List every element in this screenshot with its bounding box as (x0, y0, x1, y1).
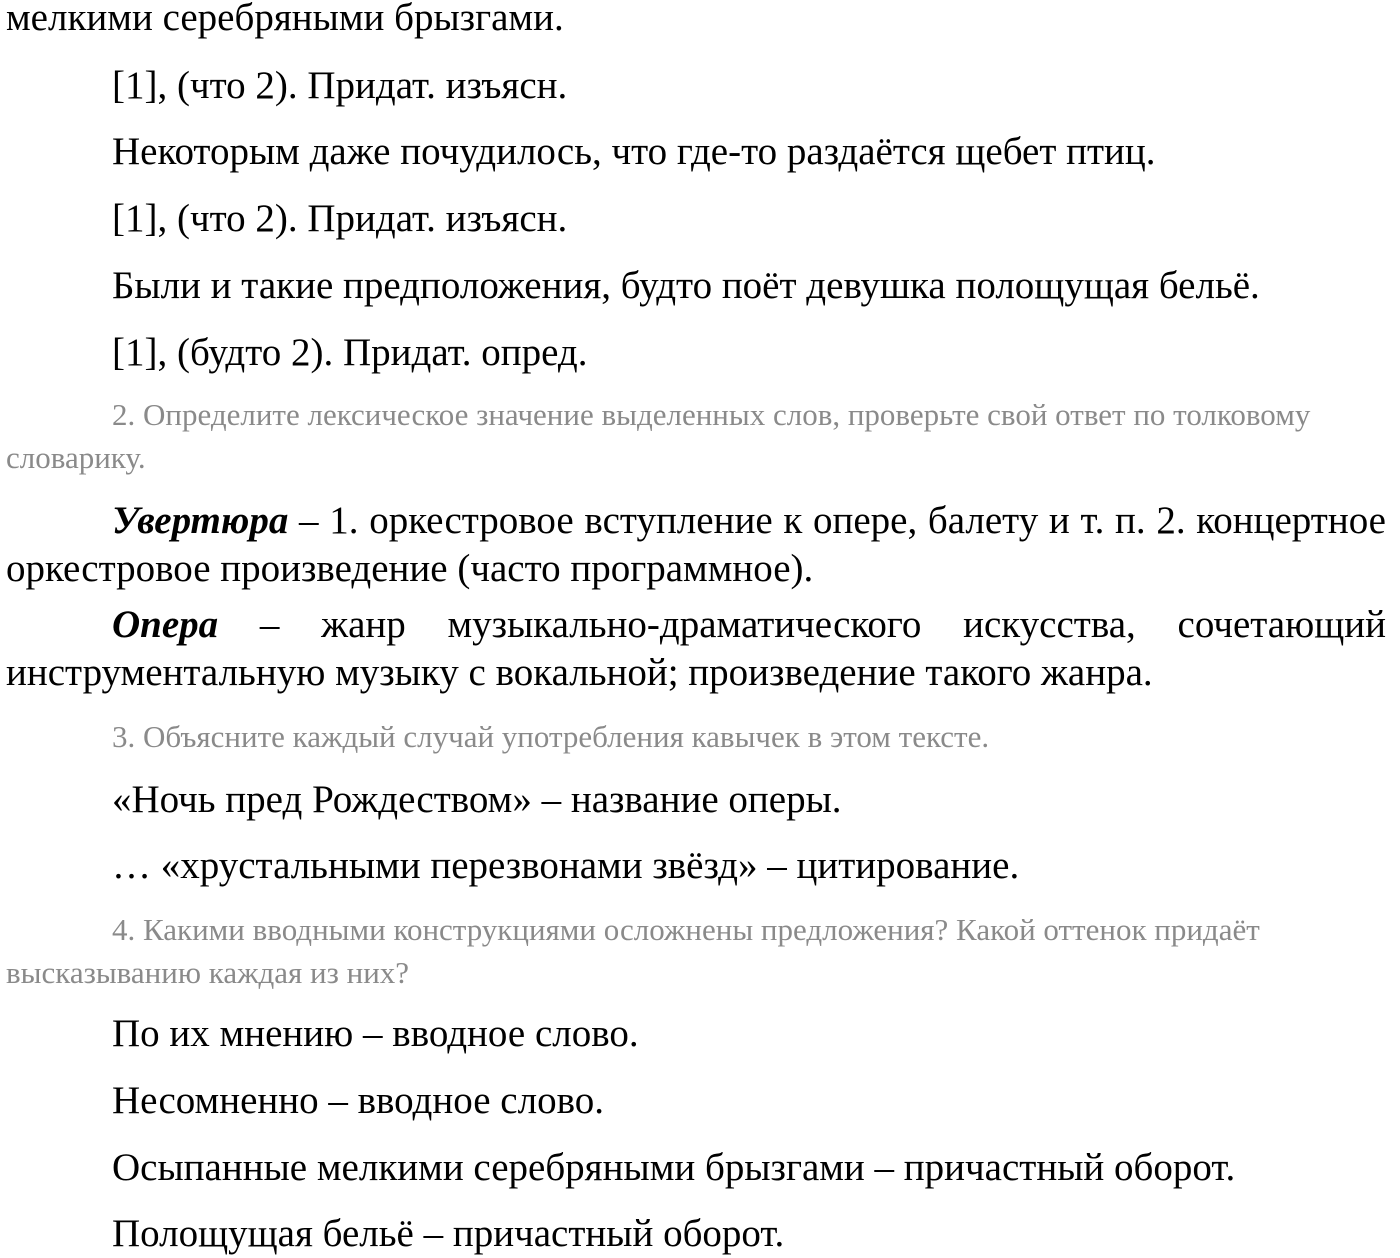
question-4: 4. Какими вводными конструкциями осложнены предложения? Какой оттенок придаёт высказыванию каждая из них? (6, 912, 1260, 990)
analysis-line: [1], (что 2). Придат. изъясн. (112, 197, 568, 240)
definition-text: – 1. оркестровое вступление к опере, балету и т. п. 2. концертное оркестровое произведение (часто программное). (6, 499, 1386, 590)
answer-line: Несомненно – вводное слово. (112, 1079, 604, 1122)
definition-term: Опера (112, 603, 219, 646)
text-line: мелкими серебряными брызгами. (6, 0, 564, 39)
sentence-line: Были и такие предположения, будто поёт девушка полощущая бельё. (112, 264, 1260, 307)
answer-line: … «хрустальными перезвонами звёзд» – цитирование. (112, 844, 1020, 887)
definition-opera (6, 601, 1386, 697)
answer-line: Осыпанные мелкими серебряными брызгами – причастный оборот. (112, 1146, 1236, 1189)
definition-term: Увертюра (112, 499, 289, 542)
analysis-line: [1], (будто 2). Придат. опред. (112, 331, 588, 374)
definition-text: – жанр музыкально-драматического искусства, сочетающий инструментальную музыку с вокальной; произведение такого жанра. (6, 603, 1386, 694)
sentence-line: Некоторым даже почудилось, что где-то раздаётся щебет птиц. (112, 130, 1156, 173)
analysis-line: [1], (что 2). Придат. изъясн. (112, 64, 568, 107)
question-2: 2. Определите лексическое значение выделенных слов, проверьте свой ответ по толковому словарику. (6, 397, 1311, 475)
definition-uvertyura (6, 497, 1386, 593)
answer-line: Полощущая бельё – причастный оборот. (112, 1212, 785, 1255)
answer-line: «Ночь пред Рождеством» – название оперы. (112, 778, 842, 821)
answer-line: По их мнению – вводное слово. (112, 1012, 639, 1055)
question-3: 3. Объясните каждый случай употребления кавычек в этом тексте. (112, 719, 990, 754)
